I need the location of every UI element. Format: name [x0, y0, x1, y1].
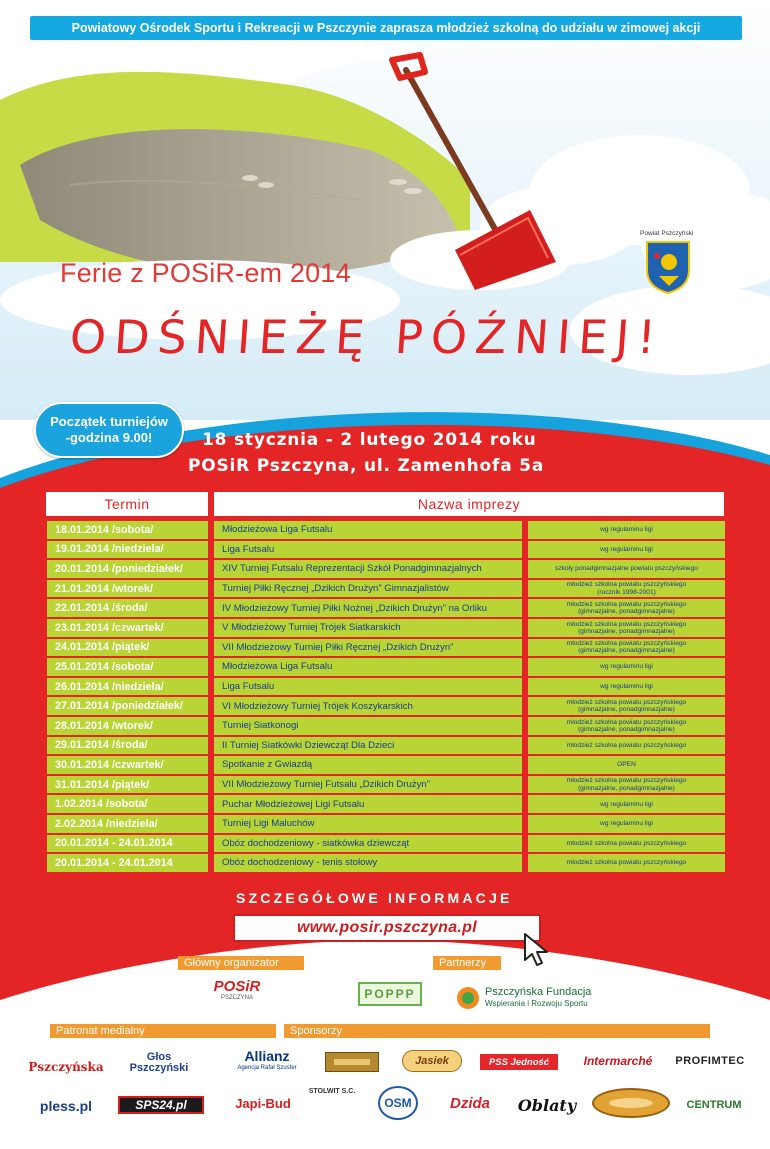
table-row — [46, 755, 726, 775]
row-date: 1.02.2014 /sobota/ — [46, 794, 209, 814]
participants-line: młodzież szkolna powiatu pszczyńskiego — [566, 777, 687, 785]
fundacja-line1: Pszczyńska Fundacja — [485, 986, 592, 998]
participants-line: (rocznik 1998-2001) — [597, 588, 656, 596]
table-row — [46, 853, 726, 873]
row-event-name: XIV Turniej Futsalu Reprezentacji Szkół Ponadgimnazjalnych — [213, 559, 523, 579]
invitation-banner: Powiatowy Ośrodek Sportu i Rekreacji w Pszczynie zaprasza młodzież szkolną do udziału w zimowej akcji — [30, 16, 742, 40]
start-time-line1: Początek turniejów — [50, 414, 168, 429]
row-participants — [527, 853, 726, 873]
fundacja-line2: Wspierania i Rozwoju Sportu — [485, 999, 588, 1008]
allianz-logo — [232, 1050, 302, 1074]
profimtec-logo — [672, 1052, 748, 1070]
row-event-name: Spotkanie z Gwiazdą — [213, 755, 523, 775]
cursor-icon — [522, 932, 552, 968]
row-date: 19.01.2014 /niedziela/ — [46, 540, 209, 560]
row-event-name: VII Młodzieżowy Turniej Futsalu „Dzikich Drużyn” — [213, 775, 523, 795]
row-event-name: VI Młodzieżowy Turniej Trójek Koszykarskich — [213, 696, 523, 716]
row-event-name: Młodzieżowa Liga Futsalu — [213, 520, 523, 540]
row-date: 18.01.2014 /sobota/ — [46, 520, 209, 540]
row-event-name: II Turniej Siatkówki Dziewcząt Dla Dzieci — [213, 736, 523, 756]
table-row — [46, 559, 726, 579]
table-row — [46, 540, 726, 560]
allianz-text: Allianz — [244, 1048, 290, 1064]
participants-line: młodzież szkolna powiatu pszczyńskiego — [566, 581, 687, 589]
participants-line: wg regulaminu ligi — [600, 800, 653, 808]
row-event-name: Turniej Siatkonogi — [213, 716, 523, 736]
row-date: 20.01.2014 - 24.01.2014 — [46, 834, 209, 854]
event-dates: 18 stycznia - 2 lutego 2014 roku — [202, 430, 537, 450]
participants-line: wg regulaminu ligi — [600, 526, 653, 534]
pless-text: pless.pl — [39, 1098, 93, 1114]
participants-line: wg regulaminu ligi — [600, 682, 653, 690]
column-header-date: Termin — [46, 492, 208, 516]
participants-line: wg regulaminu ligi — [600, 820, 653, 828]
details-heading: SZCZEGÓŁOWE INFORMACJE — [236, 890, 513, 906]
campaign-title: Ferie z POSiR-em 2014 — [60, 258, 351, 288]
row-date: 27.01.2014 /poniedziałek/ — [46, 696, 209, 716]
participants-line: młodzież szkolna powiatu pszczyńskiego — [566, 600, 687, 608]
japibud-text: Japi-Bud — [235, 1095, 291, 1111]
row-date: 23.01.2014 /czwartek/ — [46, 618, 209, 638]
row-participants — [527, 696, 726, 716]
row-participants — [527, 657, 726, 677]
row-date: 24.01.2014 /piątek/ — [46, 638, 209, 658]
row-participants — [527, 618, 726, 638]
row-participants — [527, 794, 726, 814]
row-event-name: Turniej Piłki Ręcznej „Dzikich Drużyn” Gimnazjalistów — [213, 579, 523, 599]
table-row — [46, 520, 726, 540]
glos-line1: Głos — [146, 1051, 172, 1063]
glos-pszczynski-logo — [128, 1052, 190, 1074]
participants-line: OPEN — [617, 761, 636, 769]
row-participants — [527, 834, 726, 854]
participants-line: młodzież szkolna powiatu pszczyńskiego — [566, 640, 687, 648]
row-event-name: Puchar Młodzieżowej Ligi Futsalu — [213, 794, 523, 814]
row-event-name: VII Młodzieżowy Turniej Piłki Ręcznej „Dzikich Drużyn” — [213, 638, 523, 658]
osm-text: OSM — [384, 1096, 412, 1110]
centrum-logo — [680, 1096, 748, 1114]
fundacja-emblem-icon — [456, 986, 480, 1010]
powiat-crest-icon — [645, 240, 691, 294]
table-row — [46, 736, 726, 756]
start-time-line2: -godzina 9.00! — [65, 430, 153, 445]
row-event-name: IV Młodzieżowy Turniej Piłki Nożnej „Dzikich Drużyn” na Orliku — [213, 598, 523, 618]
row-event-name: Młodzieżowa Liga Futsalu — [213, 657, 523, 677]
sponsors-label: Sponsorzy — [284, 1024, 710, 1038]
row-date: 28.01.2014 /wtorek/ — [46, 716, 209, 736]
row-date: 22.01.2014 /środa/ — [46, 598, 209, 618]
participants-line: młodzież szkolna powiatu pszczyńskiego — [566, 839, 687, 847]
glos-line2: Pszczyński — [129, 1062, 189, 1074]
japibud-logo — [232, 1092, 294, 1114]
participants-line: młodzież szkolna powiatu pszczyńskiego — [566, 698, 687, 706]
row-date: 29.01.2014 /środa/ — [46, 736, 209, 756]
participants-line: szkoły ponadgimnazjalne powiatu pszczyńskiego — [555, 565, 698, 573]
table-row — [46, 618, 726, 638]
row-date: 31.01.2014 /piątek/ — [46, 775, 209, 795]
table-row — [46, 598, 726, 618]
table-row — [46, 638, 726, 658]
centrum-text: CENTRUM — [686, 1099, 742, 1111]
row-participants — [527, 598, 726, 618]
participants-line: (gimnazjalne, ponadgimnazjalne) — [578, 627, 675, 635]
table-row — [46, 716, 726, 736]
table-row — [46, 794, 726, 814]
oblaty-logo — [514, 1094, 580, 1116]
schedule-table — [46, 520, 726, 873]
posir-logo-sub: PSZCZYNA — [220, 995, 253, 1001]
stolwit-logo — [305, 1084, 359, 1098]
posir-logo-text: POSiR — [213, 978, 261, 995]
row-event-name: Obóz dochodzeniowy - siatkówka dziewcząt — [213, 834, 523, 854]
participants-line: (gimnazjalne, ponadgimnazjalne) — [578, 706, 675, 714]
row-participants — [527, 736, 726, 756]
intermarche-text: Intermarché — [583, 1054, 653, 1068]
participants-line: (gimnazjalne, ponadgimnazjalne) — [578, 608, 675, 616]
participants-line: (gimnazjalne, ponadgimnazjalne) — [578, 647, 675, 655]
row-participants — [527, 520, 726, 540]
table-row — [46, 814, 726, 834]
pss-text: PSS Jedność — [488, 1056, 550, 1068]
oblaty-text: Oblaty — [517, 1095, 577, 1115]
table-row — [46, 657, 726, 677]
gazeta-text: Pszczyńska — [28, 1060, 104, 1074]
participants-line: wg regulaminu ligi — [600, 545, 653, 553]
table-row — [46, 696, 726, 716]
bakery-logo — [592, 1088, 670, 1118]
osm-logo — [378, 1086, 418, 1120]
organizer-label: Główny organizator — [178, 956, 304, 970]
row-participants — [527, 814, 726, 834]
pss-jednosc-logo — [480, 1054, 558, 1070]
jasiek-logo — [402, 1050, 462, 1072]
participants-line: (gimnazjalne, ponadgimnazjalne) — [578, 725, 675, 733]
participants-line: wg regulaminu ligi — [600, 663, 653, 671]
row-participants — [527, 755, 726, 775]
stolwit-text: STOLWIT S.C. — [308, 1087, 356, 1095]
website-link[interactable]: www.posir.pszczyna.pl — [233, 914, 541, 942]
row-participants — [527, 559, 726, 579]
sps24-logo — [118, 1096, 204, 1114]
profimtec-text: PROFIMTEC — [675, 1055, 745, 1067]
participants-line: młodzież szkolna powiatu pszczyńskiego — [566, 859, 687, 867]
partners-label: Partnerzy — [433, 956, 501, 970]
row-event-name: Liga Futsalu — [213, 677, 523, 697]
row-date: 20.01.2014 /poniedziałek/ — [46, 559, 209, 579]
row-date: 30.01.2014 /czwartek/ — [46, 755, 209, 775]
row-event-name: Obóz dochodzeniowy - tenis stołowy — [213, 853, 523, 873]
dzida-logo — [444, 1092, 496, 1114]
row-participants — [527, 677, 726, 697]
row-event-name: V Młodzieżowy Turniej Trójek Siatkarskich — [213, 618, 523, 638]
row-event-name: Liga Futsalu — [213, 540, 523, 560]
start-time-bubble — [34, 402, 184, 458]
table-row — [46, 579, 726, 599]
row-participants — [527, 716, 726, 736]
powiat-label: Powiat Pszczyński — [640, 230, 694, 237]
table-row — [46, 677, 726, 697]
restaurant-logo — [325, 1052, 379, 1072]
campaign-slogan: ODŚNIEŻĘ PÓŹNIEJ! — [68, 310, 666, 364]
row-participants — [527, 638, 726, 658]
row-event-name: Turniej Ligi Maluchów — [213, 814, 523, 834]
row-participants — [527, 540, 726, 560]
sps24-text: SPS24.pl — [135, 1098, 187, 1112]
row-participants — [527, 579, 726, 599]
table-row — [46, 775, 726, 795]
restaurant-emblem-icon — [332, 1056, 372, 1068]
row-date: 21.01.2014 /wtorek/ — [46, 579, 209, 599]
fundacja-logo — [456, 983, 606, 1013]
column-header-name: Nazwa imprezy — [214, 492, 724, 516]
dzida-text: Dzidа — [449, 1094, 490, 1112]
popp-logo-text: POPPP — [364, 987, 416, 1001]
gazeta-pszczynska-logo — [30, 1057, 102, 1077]
posir-logo — [205, 978, 269, 1001]
row-date: 25.01.2014 /sobota/ — [46, 657, 209, 677]
row-date: 20.01.2014 - 24.01.2014 — [46, 853, 209, 873]
allianz-sub: Agencja Rafał Szuster — [237, 1065, 297, 1071]
popp-logo — [358, 982, 422, 1006]
event-venue: POSiR Pszczyna, ul. Zamenhofa 5a — [188, 456, 545, 476]
table-row — [46, 834, 726, 854]
row-date: 2.02.2014 /niedziela/ — [46, 814, 209, 834]
bakery-emblem-icon — [606, 1096, 656, 1110]
pless-logo — [30, 1096, 102, 1116]
row-date: 26.01.2014 /niedziela/ — [46, 677, 209, 697]
intermarche-logo — [576, 1052, 660, 1070]
participants-line: młodzież szkolna powiatu pszczyńskiego — [566, 741, 687, 749]
jasiek-text: Jasiek — [415, 1055, 449, 1067]
media-patronage-label: Patronat medialny — [50, 1024, 276, 1038]
row-participants — [527, 775, 726, 795]
participants-line: młodzież szkolna powiatu pszczyńskiego — [566, 620, 687, 628]
participants-line: (gimnazjalne, ponadgimnazjalne) — [578, 784, 675, 792]
participants-line: młodzież szkolna powiatu pszczyńskiego — [566, 718, 687, 726]
